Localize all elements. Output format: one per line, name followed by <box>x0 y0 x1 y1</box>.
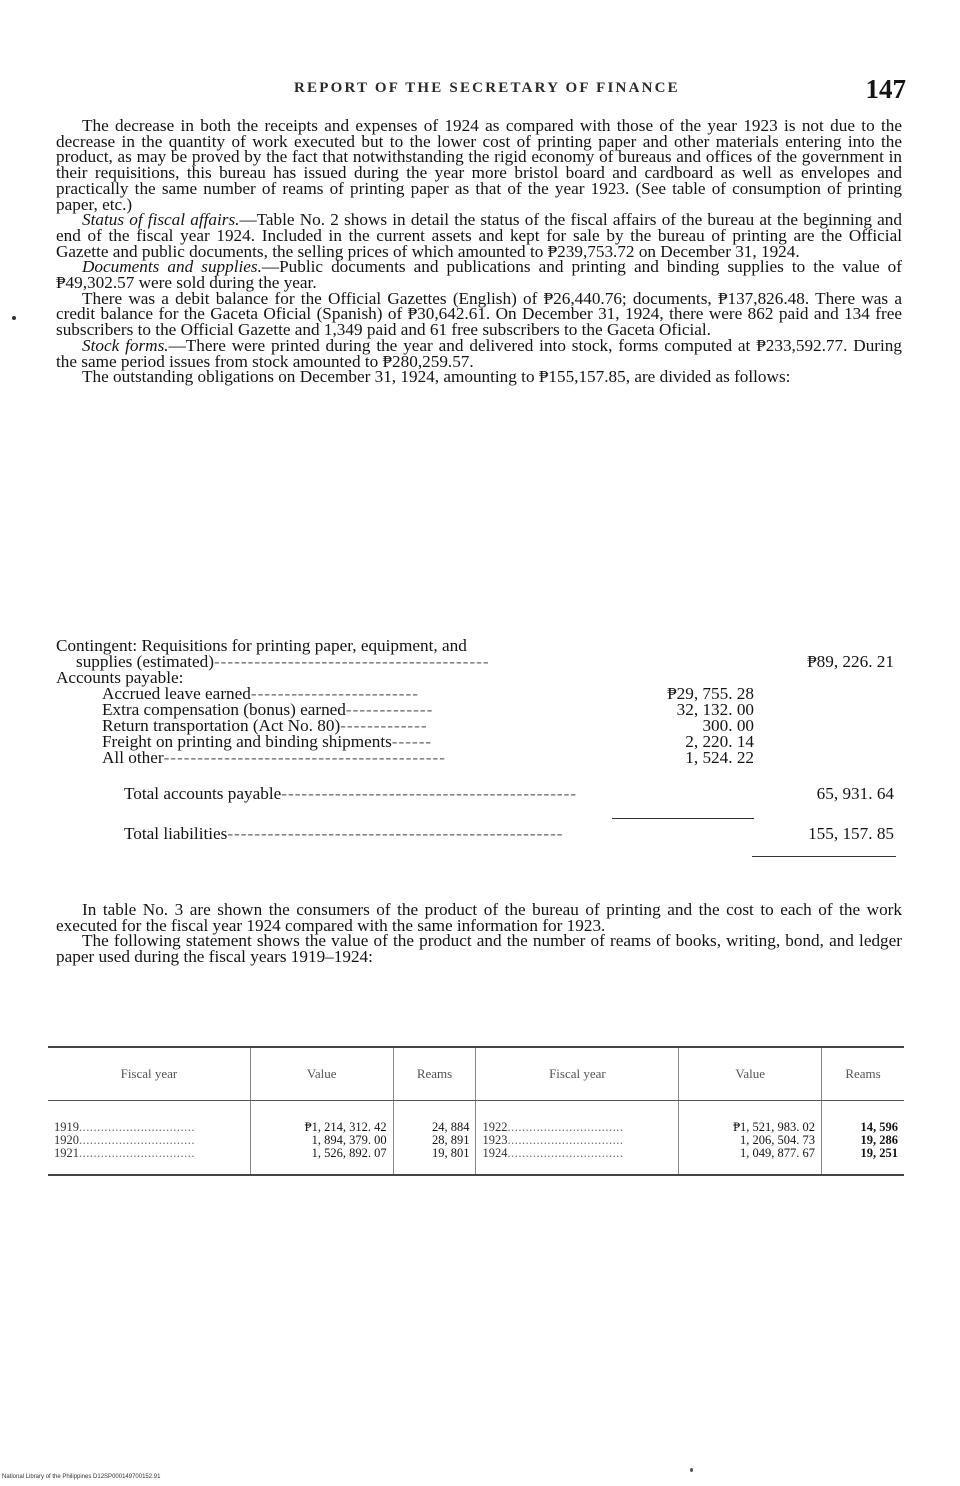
table-cell-value: ₱1, 214, 312. 42 <box>250 1101 393 1135</box>
leader-dots: ------ <box>391 732 433 751</box>
statement-item-label: Return transportation (Act No. 80) <box>102 716 341 735</box>
statement-item-label: All other <box>102 748 164 767</box>
paragraph-fiscal-affairs-text: —Table No. 2 shows in detail the status of the fiscal affairs of the bureau at the beginning and end of the fiscal year 1924. Included in the current assets and kept for sale by the bureau of printing are the Official Gazette and public documents, the selling prices of which amounted to ₱239,753.72 on December 31, 1924. <box>56 210 902 261</box>
table-cell-year <box>476 1101 679 1135</box>
table-cell-value: 1, 894, 379. 00 <box>250 1134 393 1147</box>
statement-label-accounts-payable: Accounts payable: <box>56 668 184 687</box>
statement-row-total-liabilities <box>56 826 902 842</box>
leader-dots: ------------- <box>345 700 434 719</box>
header-reams: Reams <box>822 1047 904 1101</box>
paragraph-following-statement: The following statement shows the value of the product and the number of reams of books, writing, bond, and ledger paper used during the fiscal years 1919–1924: <box>56 931 902 967</box>
section-heading-documents-supplies: Documents and supplies. <box>82 257 262 277</box>
leader-dots: ................................ <box>79 1133 195 1147</box>
leader-dots: -------------------------------------------- <box>281 784 578 803</box>
statement-total-ap-value: 65, 931. 64 <box>816 784 894 803</box>
leader-dots: ----------------------------------------- <box>213 652 490 671</box>
statement-total-liab-label-wrap <box>56 826 564 842</box>
header-fiscal-year: Fiscal year <box>476 1047 679 1101</box>
header-reams: Reams <box>393 1047 476 1101</box>
scan-speck <box>12 316 16 320</box>
statement-item-label: Extra compensation (bonus) earned <box>102 700 346 719</box>
paragraph-debit-balance: There was a debit balance for the Official Gazettes (English) of ₱26,440.76; documents, ₱137,826.48. There was a credit balance for the Gaceta Oficial (Spanish) of ₱30,642.61. On December 31, 1924, there were 862 paid and 134 free subscribers to the Official Gazette and 1,349 paid and 61 free subscribers to the Gaceta Oficial. <box>56 288 902 340</box>
year-label: 1922 <box>482 1120 508 1134</box>
year-label: 1919 <box>54 1120 79 1134</box>
statement-item-value: ₱29, 755. 28 <box>667 684 754 703</box>
year-label: 1921 <box>54 1146 79 1160</box>
leader-dots: ................................ <box>79 1146 195 1160</box>
scan-speck <box>690 1468 693 1472</box>
statement-item-value: 2, 220. 14 <box>685 732 754 751</box>
statement-value-contingent: ₱89, 226. 21 <box>807 652 894 671</box>
table-cell-value: 1, 206, 504. 73 <box>679 1134 822 1147</box>
paragraph-stock-forms <box>56 335 902 371</box>
table-cell-value: 1, 049, 877. 67 <box>679 1147 822 1175</box>
paragraph-fiscal-affairs <box>56 212 902 259</box>
paper-consumption-table-wrap <box>48 1046 904 1176</box>
year-label: 1920 <box>54 1133 79 1147</box>
statement-total-liab-value: 155, 157. 85 <box>808 824 894 843</box>
year-label: 1923 <box>482 1133 508 1147</box>
table-cell-reams: 19, 251 <box>822 1147 904 1175</box>
statement-label-contingent: Contingent: Requisitions for printing paper, equipment, and <box>56 636 467 655</box>
statement-total-liab-label: Total liabilities <box>124 824 228 843</box>
leader-dots: ................................ <box>507 1133 624 1147</box>
leader-dots: ------------------------------------------ <box>163 748 446 767</box>
header-value: Value <box>679 1047 822 1101</box>
leader-dots: ................................ <box>79 1120 195 1134</box>
table-cell-value: 1, 526, 892. 07 <box>250 1147 393 1175</box>
table-header-row <box>48 1047 904 1101</box>
paragraph-stock-forms-text: —There were printed during the year and delivered into stock, forms computed at ₱233,592.77. During the same period issues from stock amounted to ₱280,259.57. <box>56 335 902 371</box>
leader-dots: ------------- <box>340 716 428 735</box>
page-number: 147 <box>865 74 906 104</box>
statement-row-total-ap <box>56 786 902 802</box>
statement-item-value: 300. 00 <box>702 716 754 735</box>
leader-dots: ................................ <box>507 1146 624 1160</box>
statement-item-value: 32, 132. 00 <box>676 700 754 719</box>
statement-item-label: Freight on printing and binding shipments <box>102 732 392 751</box>
paper-consumption-table <box>48 1046 904 1176</box>
table-cell-year <box>476 1147 679 1175</box>
statement-item-value: 1, 524. 22 <box>685 748 754 767</box>
paragraph-decrease: The decrease in both the receipts and expenses of 1924 as compared with those of the year 1923 is not due to the decrease in the quantity of work executed but to the lower cost of printing paper and other materials entering into the product, as may be proved by the fact that notwithstanding the rigid economy of bureaus and offices of the government in their requisitions, this bureau has issued during the year more bristol board and cardboard as well as envelopes and practically the same number of reams of printing paper as that of the year 1923. (See table of consumption of printing paper, etc.) <box>56 116 902 214</box>
total-rule <box>752 856 896 857</box>
table-cell-reams: 24, 884 <box>393 1101 476 1135</box>
paragraph-documents-supplies-text: —Public documents and publications and printing and binding supplies to the value of ₱49,302.57 were sold during the year. <box>56 257 902 293</box>
statement-item-label-wrap <box>56 750 446 766</box>
table-cell-reams: 19, 286 <box>860 1133 898 1147</box>
section-heading-fiscal-affairs: Status of fiscal affairs. <box>82 210 240 230</box>
header-value: Value <box>250 1047 393 1101</box>
statement-item-label: Accrued leave earned <box>102 684 251 703</box>
leader-dots: ................................ <box>507 1120 624 1134</box>
paragraph-table-3: In table No. 3 are shown the consumers of the product of the bureau of printing and the cost to each of the work executed for the fiscal year 1924 compared with the same information for 1923. <box>56 900 902 935</box>
liabilities-statement <box>56 638 902 842</box>
table-cell-value: ₱1, 521, 983. 02 <box>679 1101 822 1135</box>
subtotal-rule <box>612 818 754 819</box>
table-cell-reams: 19, 801 <box>393 1147 476 1175</box>
running-head: REPORT OF THE SECRETARY OF FINANCE <box>294 80 680 96</box>
paragraph-documents-supplies <box>56 257 902 293</box>
statement-label-supplies: supplies (estimated) <box>76 652 214 671</box>
table-cell-reams: 14, 596 <box>860 1120 898 1134</box>
statement-total-ap-label: Total accounts payable <box>124 784 282 803</box>
body-text-upper <box>56 118 902 385</box>
section-heading-stock-forms: Stock forms. <box>82 335 169 355</box>
page-header <box>60 74 906 108</box>
leader-dots: ------------------------- <box>250 684 419 703</box>
table-row <box>48 1101 904 1135</box>
table-cell-reams: 28, 891 <box>393 1134 476 1147</box>
statement-row-item <box>56 750 902 766</box>
paragraph-outstanding-obligations: The outstanding obligations on December 31, 1924, amounting to ₱155,157.85, are divided as follows: <box>82 367 791 387</box>
table-cell-year <box>48 1101 250 1135</box>
scan-footer-mark: National Library of the Philippines D12SP000149700152.91 <box>2 1474 161 1480</box>
table-row <box>48 1147 904 1175</box>
leader-dots: -------------------------------------------------- <box>227 824 564 843</box>
body-text-lower <box>56 902 902 965</box>
year-label: 1924 <box>482 1146 508 1160</box>
table-cell-year <box>48 1147 250 1175</box>
header-fiscal-year: Fiscal year <box>48 1047 250 1101</box>
statement-total-ap-label-wrap <box>56 786 577 802</box>
